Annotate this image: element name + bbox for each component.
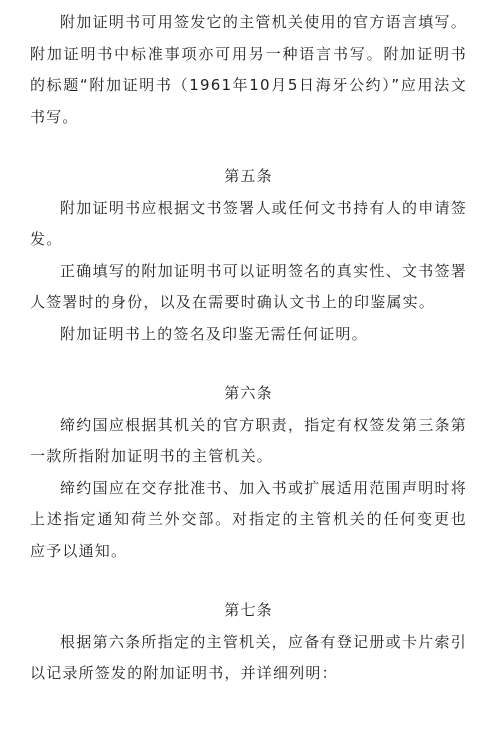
section-gap xyxy=(30,567,467,595)
article5-heading: 第五条 xyxy=(224,167,273,185)
section-gap xyxy=(30,350,467,378)
article6-paragraph-1: 缔约国应根据其机关的官方职责，指定有权签发第三条第一款所指附加证明书的主管机关。 xyxy=(30,415,467,465)
article7-paragraph-1: 根据第六条所指定的主管机关，应备有登记册或卡片索引以记录所签发的附加证明书，并详细列明： xyxy=(30,632,467,682)
section-gap xyxy=(30,133,467,161)
article5-paragraph-3: 附加证明书上的签名及印鉴无需任何证明。 xyxy=(60,324,368,343)
article5-paragraph-2: 正确填写的附加证明书可以证明签名的真实性、文书签署人签署时的身份，以及在需要时确认文书上的印鉴属实。 xyxy=(30,261,467,311)
article6-heading: 第六条 xyxy=(224,384,273,402)
article4-paragraph: 附加证明书可用签发它的主管机关使用的官方语言填写。附加证明书中标准事项亦可用另一种语言书写。附加证明书的标题“附加证明书（1961年10月5日海牙公约）”应用法文书写。 xyxy=(30,13,467,126)
article7-heading: 第七条 xyxy=(224,601,273,619)
article6-paragraph-2: 缔约国应在交存批准书、加入书或扩展适用范围声明时将上述指定通知荷兰外交部。对指定的主管机关的任何变更也应予以通知。 xyxy=(30,478,467,560)
article5-paragraph-1: 附加证明书应根据文书签署人或任何文书持有人的申请签发。 xyxy=(30,198,467,248)
